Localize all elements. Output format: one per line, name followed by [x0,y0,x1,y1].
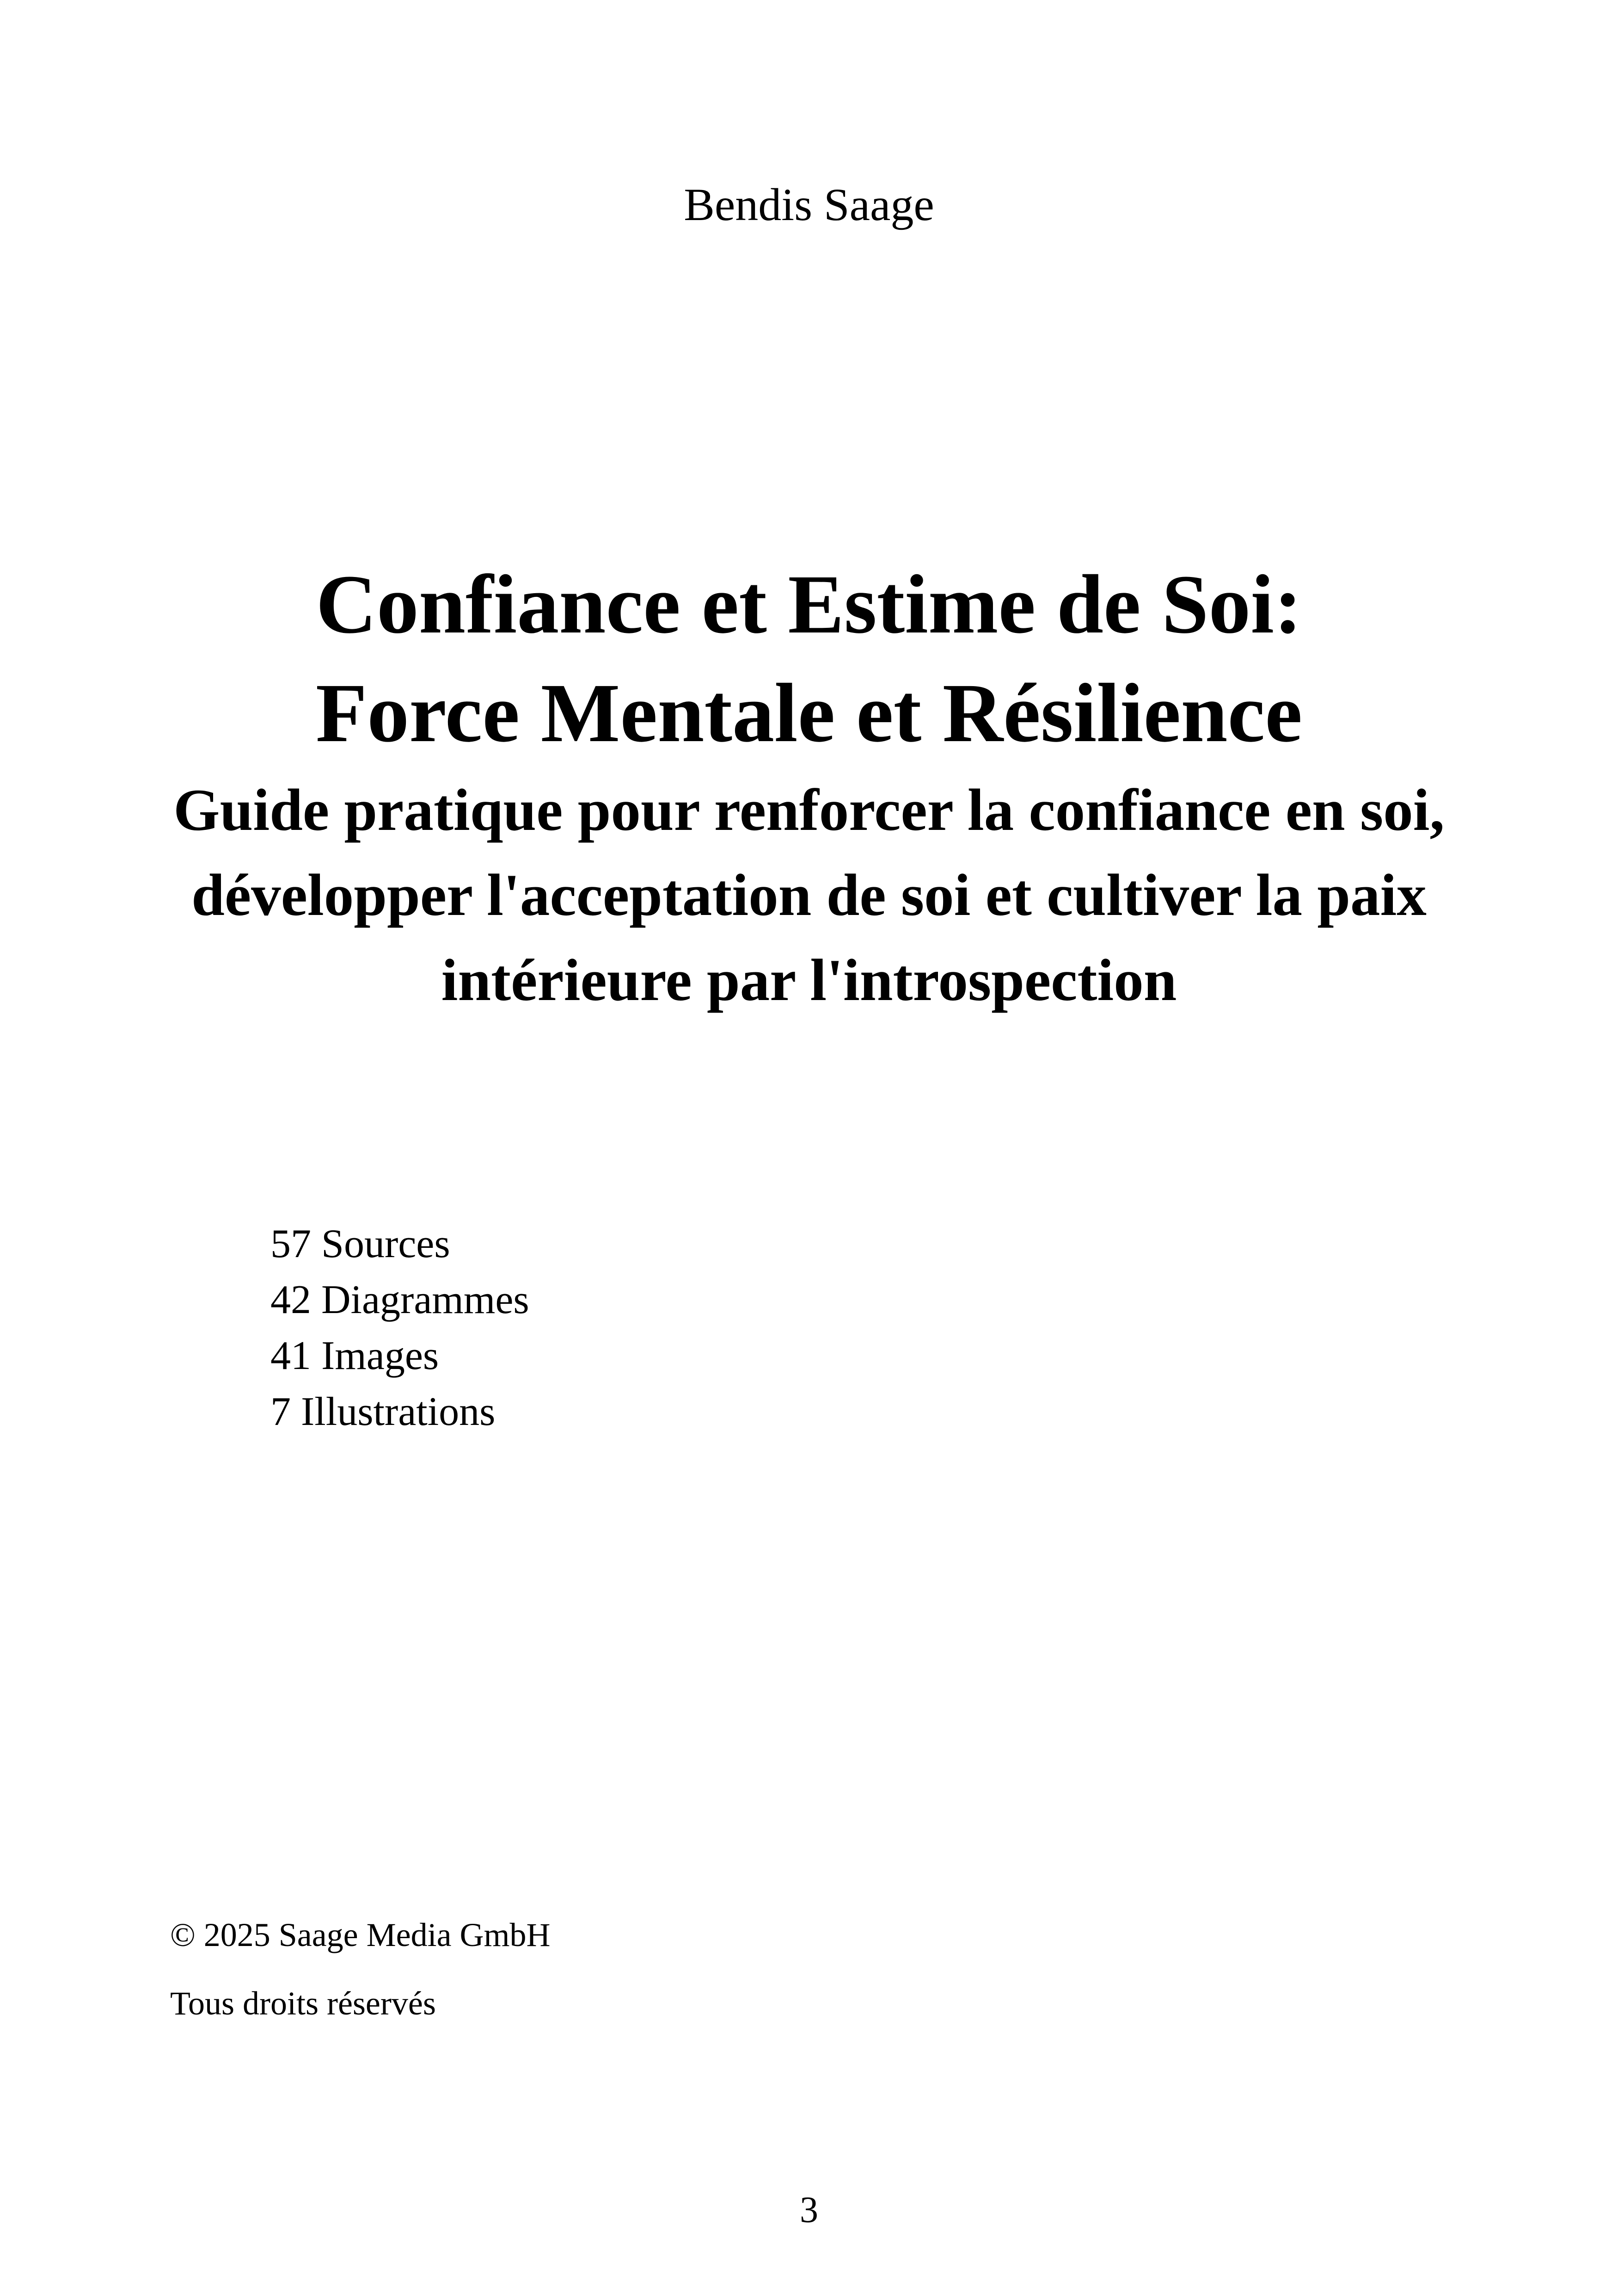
book-title-line-2: Force Mentale et Résilience [315,667,1303,760]
book-subtitle: Guide pratique pour renforcer la confiance en soi, développer l'acceptation de soi et cultiver la paix intérieure par l'introspection [173,777,1445,1013]
page-number: 3 [800,2190,818,2230]
title-block [0,550,1618,1023]
copyright-notice: © 2025 Saage Media GmbH [170,1916,551,1953]
stat-sources: 57 Sources [270,1222,450,1266]
stat-diagrams: 42 Diagrammes [270,1277,529,1322]
book-title-line-1: Confiance et Estime de Soi: [316,558,1302,651]
stat-images: 41 Images [270,1333,439,1378]
stat-illustrations: 7 Illustrations [270,1389,496,1434]
content-stats-list [270,1216,529,1440]
rights-notice: Tous droits réservés [170,1985,436,2022]
author-name: Bendis Saage [684,179,934,230]
